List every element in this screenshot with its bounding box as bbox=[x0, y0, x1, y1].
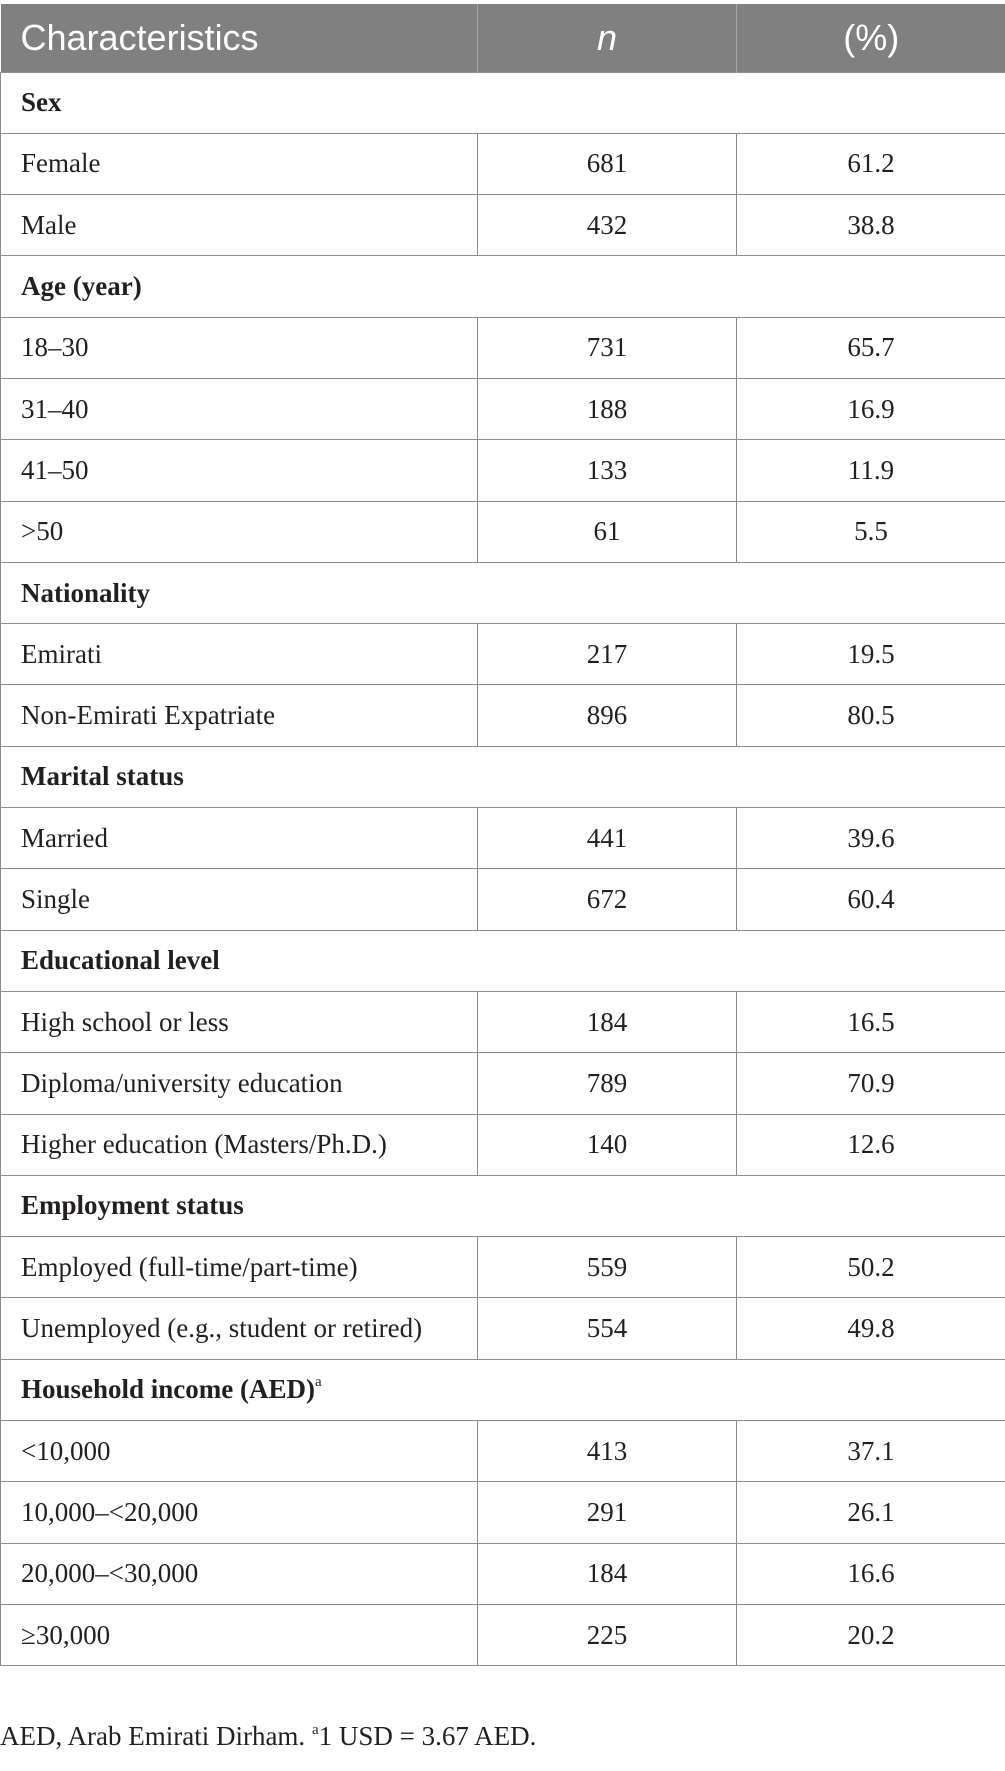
row-percent: 19.5 bbox=[737, 624, 1005, 685]
row-count: 291 bbox=[478, 1482, 737, 1543]
section-row bbox=[1, 1175, 1005, 1236]
row-label: 41–50 bbox=[1, 440, 478, 501]
row-count: 554 bbox=[478, 1298, 737, 1359]
section-title-text: Nationality bbox=[21, 577, 151, 608]
demographics-table-container bbox=[0, 4, 1005, 1666]
section-title-text: Marital status bbox=[21, 761, 184, 792]
table-row bbox=[1, 624, 1005, 685]
table-row bbox=[1, 1421, 1005, 1482]
row-count: 184 bbox=[478, 1543, 737, 1604]
row-label: <10,000 bbox=[1, 1421, 478, 1482]
footnote-conversion: 1 USD = 3.67 AED. bbox=[318, 1721, 537, 1751]
table-row bbox=[1, 1604, 1005, 1665]
row-label: Employed (full-time/part-time) bbox=[1, 1237, 478, 1298]
table-row bbox=[1, 1482, 1005, 1543]
row-count: 789 bbox=[478, 1053, 737, 1114]
row-count: 413 bbox=[478, 1421, 737, 1482]
row-percent: 50.2 bbox=[737, 1237, 1005, 1298]
table-row bbox=[1, 133, 1005, 194]
row-count: 896 bbox=[478, 685, 737, 746]
section-row bbox=[1, 256, 1005, 317]
row-label: Single bbox=[1, 869, 478, 930]
table-header bbox=[1, 4, 1005, 72]
section-title-text: Household income (AED) bbox=[21, 1374, 316, 1405]
row-count: 61 bbox=[478, 501, 737, 562]
row-percent: 39.6 bbox=[737, 808, 1005, 869]
section-row bbox=[1, 930, 1005, 991]
header-characteristics: Characteristics bbox=[1, 4, 478, 72]
row-percent: 26.1 bbox=[737, 1482, 1005, 1543]
row-label: High school or less bbox=[1, 991, 478, 1052]
row-count: 217 bbox=[478, 624, 737, 685]
row-percent: 11.9 bbox=[737, 440, 1005, 501]
demographics-table bbox=[0, 4, 1005, 1666]
row-label: 10,000–<20,000 bbox=[1, 1482, 478, 1543]
row-label: Higher education (Masters/Ph.D.) bbox=[1, 1114, 478, 1175]
section-row bbox=[1, 562, 1005, 623]
row-label: 18–30 bbox=[1, 317, 478, 378]
table-row bbox=[1, 1053, 1005, 1114]
section-title-text: Employment status bbox=[21, 1190, 244, 1221]
row-label: 31–40 bbox=[1, 378, 478, 439]
section-title-text: Sex bbox=[21, 87, 62, 118]
row-percent: 49.8 bbox=[737, 1298, 1005, 1359]
section-title bbox=[1, 1175, 1005, 1236]
section-row bbox=[1, 1359, 1005, 1420]
row-count: 432 bbox=[478, 195, 737, 256]
section-title bbox=[1, 256, 1005, 317]
row-percent: 38.8 bbox=[737, 195, 1005, 256]
table-row bbox=[1, 991, 1005, 1052]
table-row bbox=[1, 317, 1005, 378]
footnote-superscript: a bbox=[311, 1722, 319, 1738]
table-footnote bbox=[0, 1721, 536, 1752]
table-row bbox=[1, 440, 1005, 501]
row-count: 441 bbox=[478, 808, 737, 869]
table-row bbox=[1, 1543, 1005, 1604]
section-title bbox=[1, 746, 1005, 807]
row-label: Unemployed (e.g., student or retired) bbox=[1, 1298, 478, 1359]
header-percent: (%) bbox=[737, 4, 1005, 72]
row-label: Male bbox=[1, 195, 478, 256]
table-row bbox=[1, 378, 1005, 439]
row-percent: 37.1 bbox=[737, 1421, 1005, 1482]
row-label: Married bbox=[1, 808, 478, 869]
row-label: ≥30,000 bbox=[1, 1604, 478, 1665]
row-percent: 61.2 bbox=[737, 133, 1005, 194]
section-title bbox=[1, 930, 1005, 991]
table-row bbox=[1, 1298, 1005, 1359]
row-label: 20,000–<30,000 bbox=[1, 1543, 478, 1604]
table-row bbox=[1, 1114, 1005, 1175]
section-title-text: Educational level bbox=[21, 945, 220, 976]
row-count: 559 bbox=[478, 1237, 737, 1298]
row-percent: 5.5 bbox=[737, 501, 1005, 562]
row-count: 140 bbox=[478, 1114, 737, 1175]
row-count: 681 bbox=[478, 133, 737, 194]
section-title bbox=[1, 562, 1005, 623]
section-title-text: Age (year) bbox=[21, 271, 142, 302]
row-percent: 16.5 bbox=[737, 991, 1005, 1052]
table-row bbox=[1, 869, 1005, 930]
table-row bbox=[1, 685, 1005, 746]
header-n: n bbox=[478, 4, 737, 72]
section-title-superscript: a bbox=[315, 1374, 322, 1391]
row-percent: 60.4 bbox=[737, 869, 1005, 930]
section-row bbox=[1, 746, 1005, 807]
footnote-text: AED, Arab Emirati Dirham. bbox=[0, 1721, 312, 1751]
row-percent: 12.6 bbox=[737, 1114, 1005, 1175]
row-percent: 16.9 bbox=[737, 378, 1005, 439]
row-count: 133 bbox=[478, 440, 737, 501]
table-row bbox=[1, 195, 1005, 256]
header-row bbox=[1, 4, 1005, 72]
table-row bbox=[1, 808, 1005, 869]
section-title bbox=[1, 72, 1005, 133]
table-row bbox=[1, 501, 1005, 562]
section-row bbox=[1, 72, 1005, 133]
row-count: 184 bbox=[478, 991, 737, 1052]
row-percent: 70.9 bbox=[737, 1053, 1005, 1114]
row-label: Female bbox=[1, 133, 478, 194]
row-label: >50 bbox=[1, 501, 478, 562]
table-row bbox=[1, 1237, 1005, 1298]
row-percent: 20.2 bbox=[737, 1604, 1005, 1665]
table-body bbox=[1, 72, 1005, 1666]
section-title bbox=[1, 1359, 1005, 1420]
row-label: Non-Emirati Expatriate bbox=[1, 685, 478, 746]
row-percent: 80.5 bbox=[737, 685, 1005, 746]
row-label: Diploma/university education bbox=[1, 1053, 478, 1114]
row-count: 225 bbox=[478, 1604, 737, 1665]
row-percent: 16.6 bbox=[737, 1543, 1005, 1604]
row-label: Emirati bbox=[1, 624, 478, 685]
row-count: 188 bbox=[478, 378, 737, 439]
row-percent: 65.7 bbox=[737, 317, 1005, 378]
row-count: 672 bbox=[478, 869, 737, 930]
row-count: 731 bbox=[478, 317, 737, 378]
